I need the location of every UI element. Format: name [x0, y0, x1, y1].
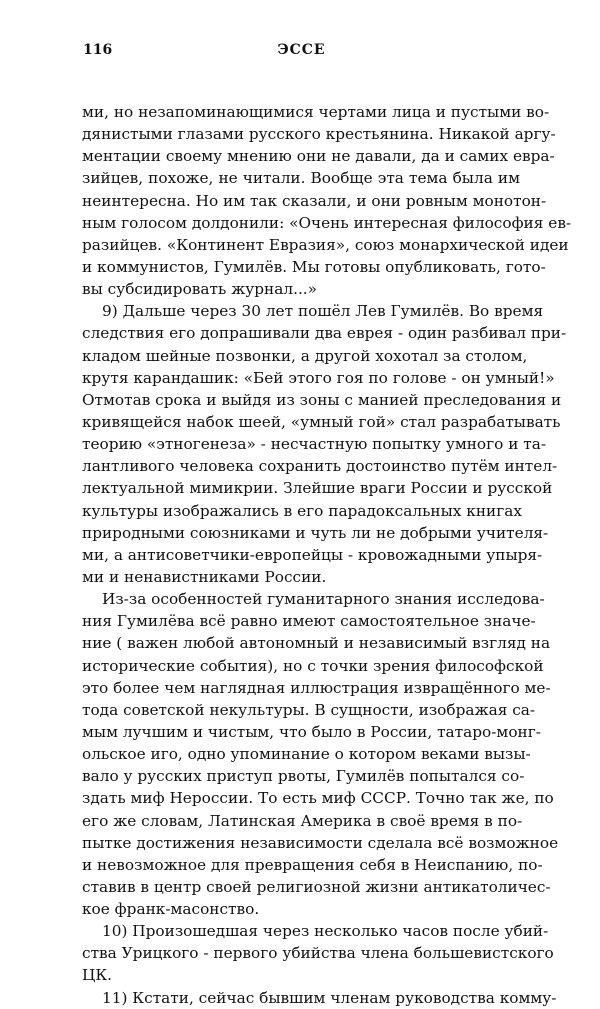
text-line: зийцев, похоже, не читали. Вообще эта тема была им: [82, 169, 520, 188]
text-line: кладом шейные позвонки, а другой хохотал за столом,: [82, 346, 528, 365]
text-line: ольское иго, одно упоминание о котором веками вызы-: [82, 745, 531, 764]
text-line: 11) Кстати, сейчас бывшим членам руководства комму-: [102, 988, 557, 1007]
text-line: 9) Дальше через 30 лет пошёл Лев Гумилёв. Во время: [102, 302, 544, 321]
paragraph-note-9: [82, 300, 567, 588]
running-title: ЭССЕ: [277, 42, 326, 58]
text-line: теорию «этногенеза» - несчастную попытку умного и та-: [82, 435, 547, 454]
text-line: пытке достижения независимости сделала всё возможное: [82, 833, 559, 852]
text-line: лектуальной мимикрии. Злейшие враги России и русской: [82, 479, 553, 498]
text-line: неинтересна. Но им так сказали, и они ровным монотон-: [82, 191, 547, 210]
text-line: культуры изображались в его парадоксальных книгах: [82, 501, 522, 520]
text-line: разийцев. «Континент Евразия», союз монархической идеи: [82, 235, 569, 254]
text-line: ми, но незапоминающимися чертами лица и пустыми во-: [82, 103, 550, 121]
text-line: ния Гумилёва всё равно имеют самостоятельное значе-: [82, 612, 536, 631]
page-header: [83, 42, 520, 62]
paragraph-note-10: [82, 920, 554, 986]
text-line: его же словам, Латинская Америка в своё время в по-: [82, 811, 523, 830]
body-text: [82, 101, 572, 1009]
text-line: Отмотав срока и выйдя из зоны с манией преследования и: [82, 390, 562, 409]
text-line: и невозможное для превращения себя в Неиспанию, по-: [82, 855, 543, 874]
text-line: ми, а антисоветчики-европейцы - кровожадными упыря-: [82, 545, 543, 564]
text-line: мым лучшим и чистым, что было в России, татаро-монг-: [82, 722, 541, 741]
text-line: лантливого человека сохранить достоинство путём интел-: [82, 457, 558, 476]
text-line: 10) Произошедшая через несколько часов после убий-: [102, 922, 549, 941]
text-line: природными союзниками и чуть ли не добрыми учителя-: [82, 523, 549, 542]
text-line: ми и ненавистниками России.: [82, 567, 327, 586]
text-line: вало у русских приступ рвоты, Гумилёв попытался со-: [82, 767, 525, 786]
text-line: ЦК.: [82, 966, 113, 985]
text-line: ставив в центр своей религиозной жизни антикатоличес-: [82, 877, 551, 896]
text-line: тода советской некультуры. В сущности, изображая са-: [82, 700, 536, 719]
text-line: Из-за особенностей гуманитарного знания исследова-: [102, 590, 545, 609]
text-line: ментации своему мнению они не давали, да и самих евра-: [82, 147, 555, 166]
paragraph-gumilev-analysis: [82, 588, 559, 920]
text-line: ным голосом долдонили: «Очень интересная философия ев-: [82, 213, 572, 232]
text-line: ние ( важен любой автономный и независимый взгляд на: [82, 634, 551, 653]
paragraph-note-11: [82, 987, 557, 1009]
text-line: ства Урицкого - первого убийства члена большевистского: [82, 944, 554, 963]
text-line: исторические события), но с точки зрения философской: [82, 656, 544, 675]
text-line: кривящейся набок шеей, «умный гой» стал разрабатывать: [82, 412, 561, 431]
text-line: и коммунистов, Гумилёв. Мы готовы опубликовать, гото-: [82, 257, 546, 276]
text-line: здать миф Нероссии. То есть миф СССР. Точно так же, по: [82, 789, 554, 808]
text-line: следствия его допрашивали два еврея - один разбивал при-: [82, 324, 567, 343]
text-line: крутя карандашик: «Бей этого гоя по голове - он умный!»: [82, 368, 555, 387]
text-line: это более чем наглядная иллюстрация извращённого ме-: [82, 678, 551, 697]
text-line: вы субсидировать журнал...»: [82, 280, 318, 299]
text-line: дянистыми глазами русского крестьянина. Никакой аргу-: [82, 125, 556, 144]
page-number: 116: [83, 42, 113, 58]
paragraph-continuation: [82, 101, 572, 300]
text-line: кое франк-масонство.: [82, 900, 260, 919]
